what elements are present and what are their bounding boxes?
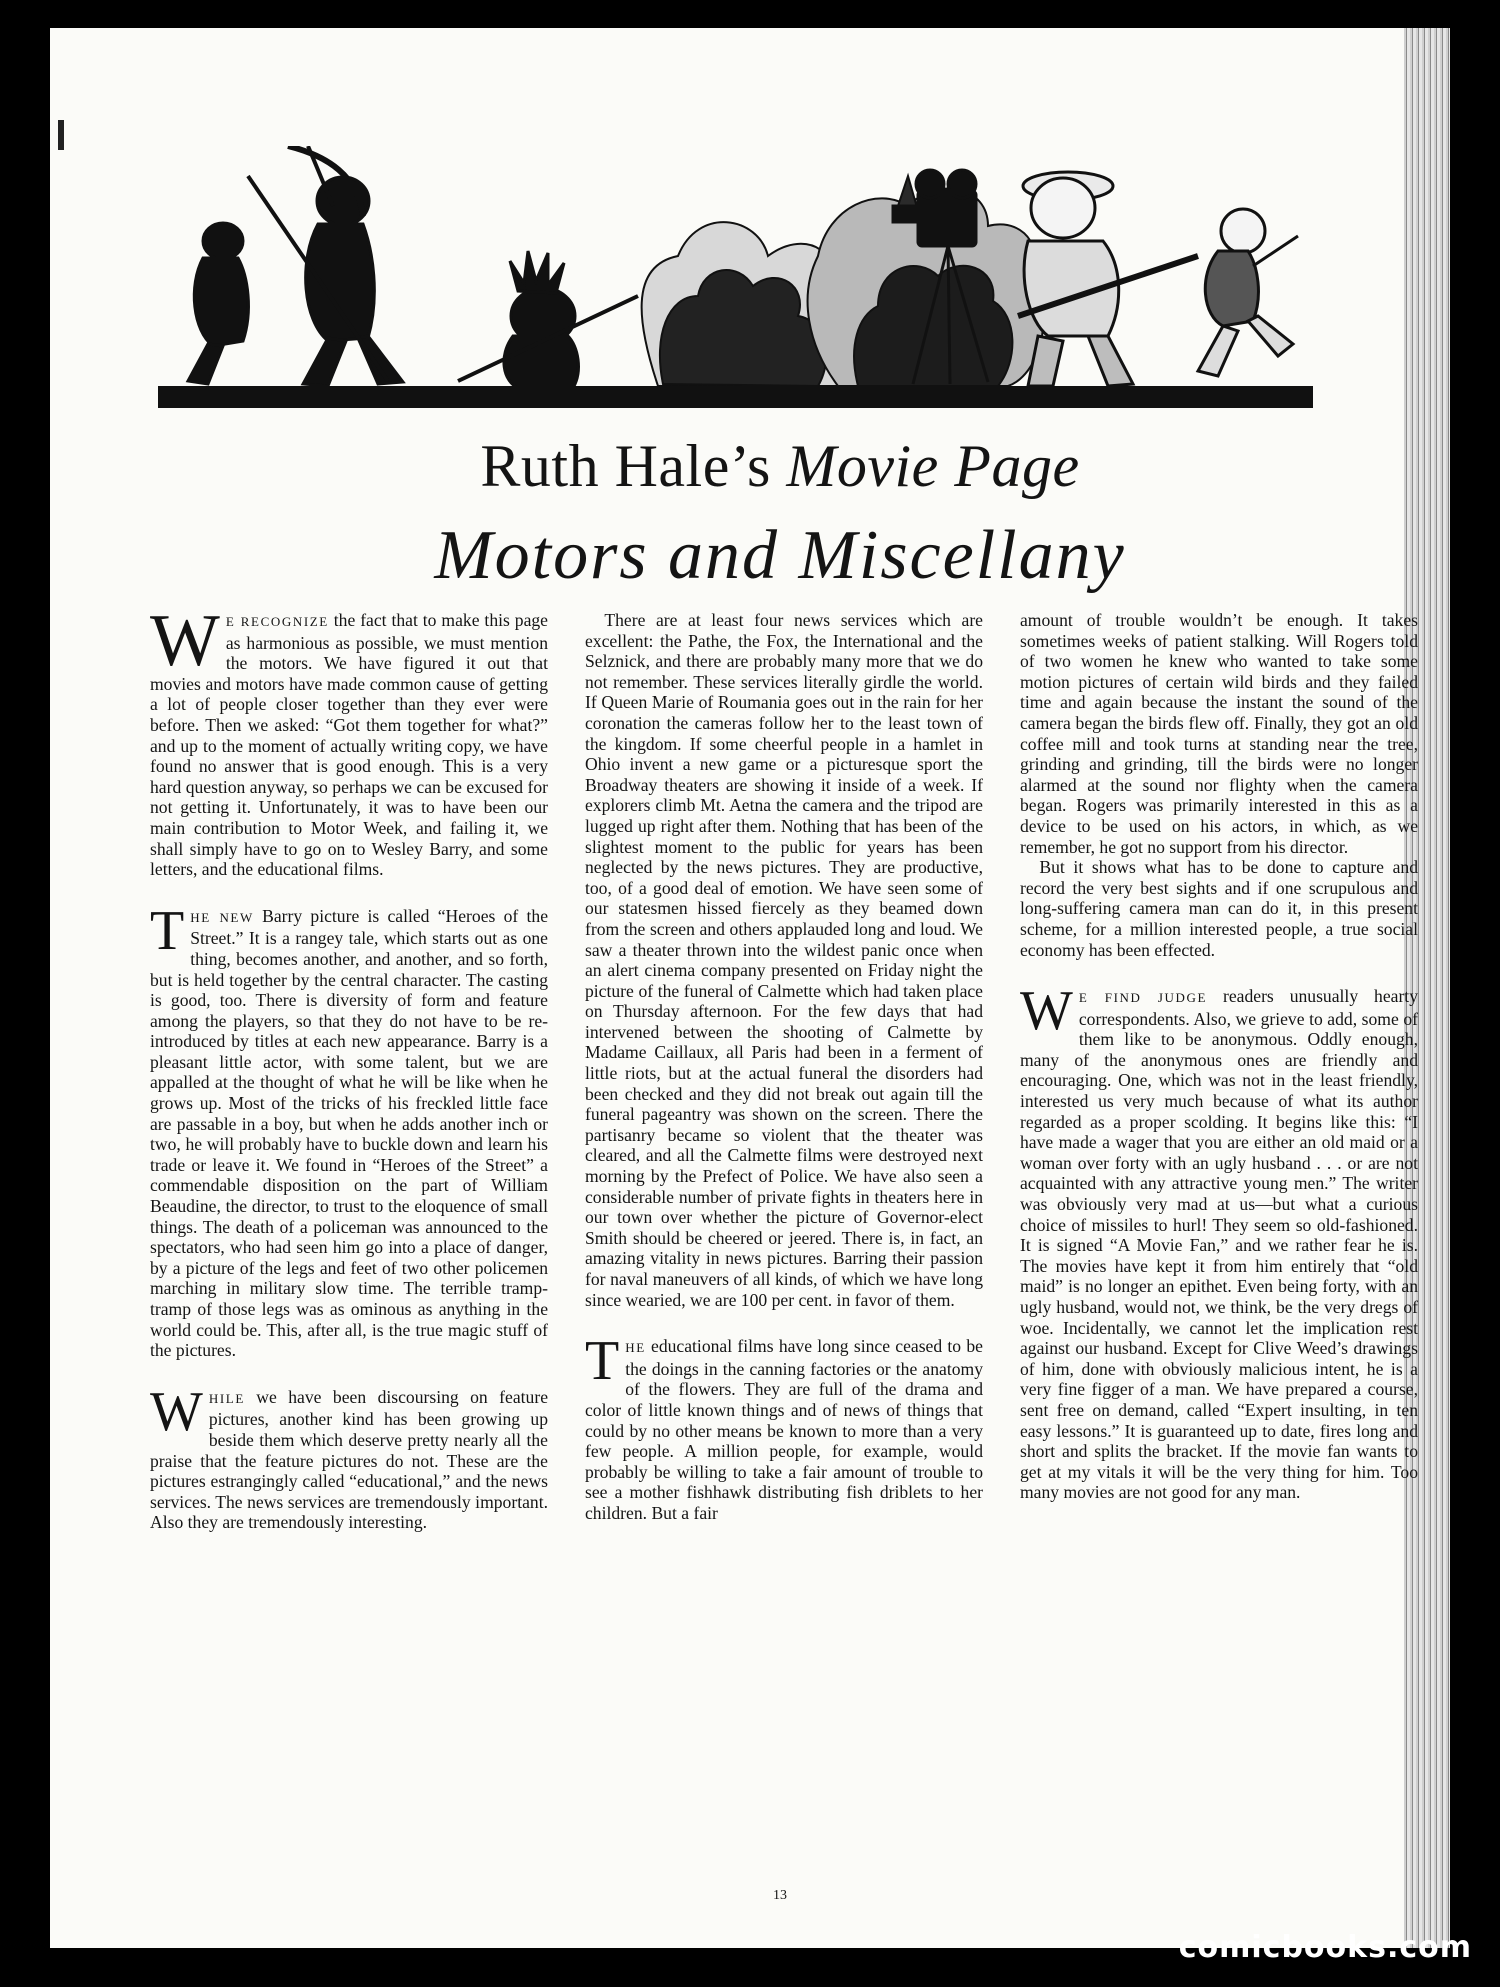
article-paragraph: WE RECOGNIZE the fact that to make this page as harmonious as possible, we must mention the motors. We have figured it out that movies and motors have made common cause of getting a lot of people closer together than they ever were before. Then we asked: “Got them together for what?” and up to the moment of actually writing copy, we have found no answer that is good enough. This is a very hard question anyway, so perhaps we can be excused for not getting it. Unfortunately, it was to have been our main contribution to Motor Week, and failing it, we shall simply have to go on to Wesley Barry, and some letters, and the educational films. bbox=[150, 600, 548, 880]
article-paragraph: THE NEW Barry picture is called “Heroes of the Street.” It is a rangey tale, which starts out as one thing, becomes another, and another, and so forth, but is held together by the central character. The casting is good, too. There is diversity of form and feature among the players, so that they do not have to be re-introduced by titles at each new appearance. Barry is a pleasant little actor, with some talent, but we are appalled at the thought of what he will be like when he grows up. Most of the tricks of his freckled little face are passable in a boy, but when he adds another inch or two, he will probably have to buckle down and learn his trade or leave it. We found in “Heroes of the Street” a commendable disposition on the part of William Beaudine, the director, to trust to the eloquence of small things. The death of a policeman was announced to the spectators, who had seen him go into a place of danger, by a picture of the legs and feet of two other policemen marching in military slow time. The terrible tramp-tramp of those legs was as ominous as anything in the world could be. This, after all, is the true magic stuff of the pictures. bbox=[150, 899, 549, 1361]
ground-bar bbox=[158, 386, 1313, 408]
article-paragraph: THE educational films have long since ceased to be the doings in the canning factories or the anatomy of the flowers. They are full of the drama and color of little known things and of news of things that could by no other means be known to more than a very few people. A million people, for example, would probably be willing to take a fair amount of trouble to see a mother fishhawk distributing fish driblets to her children. But a fair bbox=[585, 1330, 983, 1523]
page-title: Ruth Hale’s Movie Page bbox=[480, 433, 1080, 499]
title-block bbox=[50, 428, 1450, 602]
article-column-1 bbox=[150, 600, 549, 1533]
explorer-cameraman-illustration bbox=[1018, 172, 1198, 386]
magazine-page bbox=[50, 28, 1450, 1948]
article-paragraph: But it shows what has to be done to capture and record the very best sights and if one scrupulous and long-suffering camera man can do it, in this present scheme, for a million interested people, a true social economy has been effected. bbox=[1020, 857, 1418, 960]
header-illustration bbox=[158, 146, 1313, 408]
page-number: 13 bbox=[773, 1888, 787, 1903]
article-paragraph: amount of trouble wouldn’t be enough. It takes sometimes weeks of patient stalking. Will Rogers told of two women he knew who wanted to take some motion pictures of certain wild birds and they failed time and again because the instant the sound of the camera began the birds flew off. Finally, they got an old coffee mill and took turns at standing near the tree, grinding and grinding, till the birds were no longer alarmed at the sound nor flighty when the camera began. Rogers was primarily interested in this as a device to be used on his actors, in which, as we remember, he got no support from his director. bbox=[1020, 610, 1418, 857]
article-column-3 bbox=[1020, 610, 1418, 1503]
article-paragraph: WE FIND JUDGE readers unusually hearty correspondents. Also, we grieve to add, some of them like to be anonymous. Oddly enough, many of the anonymous ones are friendly and encouraging. One, which was not in the least friendly, interested us very much because of what its author regarded as a proper scolding. It begins like this: “I have made a wager that you are either an old maid or a woman over forty with an ugly husband . . . or are not acquainted with any attractive young men.” The writer was obviously very mad at us—but what a curious choice of missiles to hurl! They seem so old-fashioned. It is signed “A Movie Fan,” and we rather fear he is. The movies have kept it from him entirely that “old maid” is no longer an epithet. Even being forty, with an ugly husband, would not, we think, be the very dregs of woe. Incidentally, we cannot let the implication rest against our husband. Except for Clive Weed’s drawings of him, done with obviously malicious intent, he is a very fine figger of a man. We have prepared a course, sent free on demand, called “Expert insulting, in ten easy lessons.” It is guaranteed up to date, fires long and short and splits the bracket. If the movie fan wants to get at my vitals it will be the very thing for him. Too many movies are not good for any man. bbox=[1020, 980, 1418, 1503]
natives-with-spears-illustration bbox=[188, 146, 638, 388]
page-subtitle: Motors and Miscellany bbox=[434, 517, 1126, 594]
watermark-text: comicbooks.com bbox=[1178, 1930, 1472, 1965]
article-paragraph: There are at least four news services which are excellent: the Pathe, the Fox, the International and the Selznick, and there are probably many more that we do not remember. These services literally girdle the world. If Queen Marie of Roumania goes out in the rain for her coronation the cameras follow her to the least town of the kingdom. If some cheerful people in a hamlet in Ohio invent a new game or a picturesque sport the Broadway theaters are showing it inside of a week. If explorers climb Mt. Aetna the camera and the tripod are lugged up right after them. Nothing that has been of the slightest moment to the public for years has been neglected by the news pictures. They are productive, too, of a good deal of emotion. We have seen some of our statesmen hissed fiercely as they beamed down from the screen and others applauded long and loud. We saw a theater thrown into the wildest panic once when an alert cinema company presented on Friday night the picture of the funeral of Calmette which had taken place on Thursday afternoon. For the few days that had intervened between the shooting of Calmette by Madame Caillaux, all Paris had been in a ferment of little riots, but at the actual funeral the disorders had been checked and they did not break out again till the funeral pageantry was shown on the screen. There the partisanry became so violent that the theater was cleared, and all the Calmette films were destroyed next morning by the Prefect of Police. We have also seen a considerable number of private fights in theaters here in our town over whether the picture of Governor-elect Smith should be cheered or jeered. There is, in fact, an amazing vitality in news pictures. Barring their passion for naval maneuvers of all kinds, of which we have long since wearied, we are 100 per cent. in favor of them. bbox=[585, 610, 983, 1310]
article-column-2 bbox=[585, 610, 983, 1524]
running-boy-illustration bbox=[1198, 209, 1298, 376]
jungle-foliage-illustration bbox=[642, 176, 1043, 386]
gutter-mark bbox=[58, 120, 64, 150]
article-paragraph: WHILE we have been discoursing on feature pictures, another kind has been growing up beside them which deserve pretty nearly all the praise that the feature pictures do not. These are the pictures estrangingly called “educational,” and the news services. The news services are tremendously important. Also they are tremendously interesting. bbox=[150, 1380, 548, 1533]
